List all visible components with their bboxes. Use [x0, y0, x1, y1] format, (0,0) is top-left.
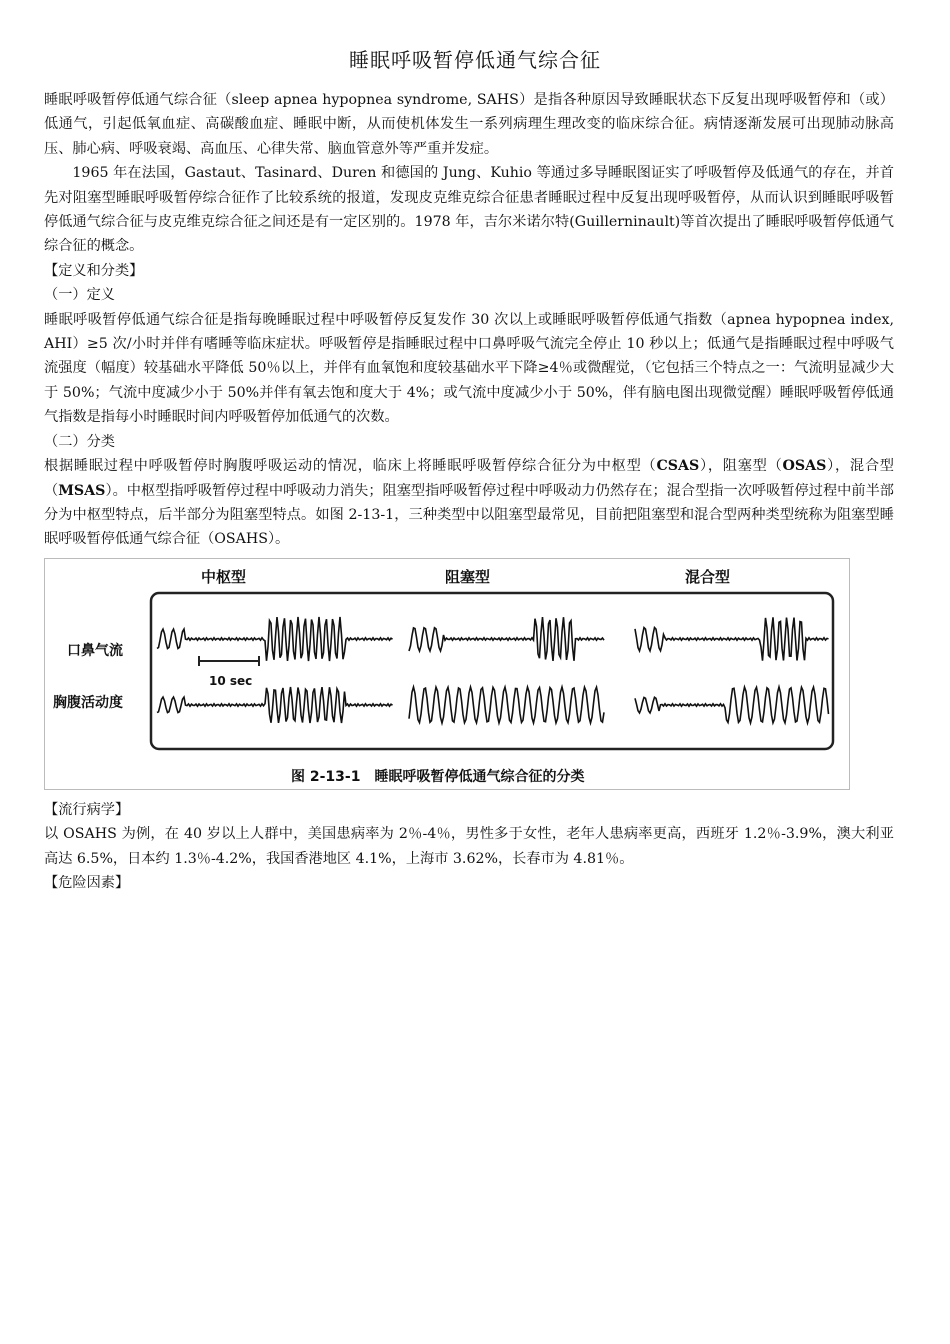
page-title: 睡眠呼吸暂停低通气综合征 — [349, 48, 601, 72]
waveform-graphic — [45, 559, 849, 789]
cls-text-3: ），混合型（ — [44, 458, 894, 499]
mixed-effort-wave — [635, 687, 829, 723]
figure-row-airflow: 口鼻气流 — [67, 642, 123, 659]
waveform-frame — [151, 593, 833, 749]
figure-header-central: 中枢型 — [201, 567, 247, 586]
mixed-airflow-wave — [635, 617, 829, 660]
scale-label: 10 sec — [209, 673, 253, 688]
subheading-definition: （一）定义 — [44, 287, 115, 304]
cls-text-2: ），阻塞型（ — [699, 458, 783, 475]
osas-abbr: OSAS — [782, 458, 827, 475]
obstructive-effort-wave — [409, 687, 604, 723]
csas-abbr: CSAS — [656, 458, 700, 475]
figure-header-obstructive: 阻塞型 — [445, 567, 491, 586]
definition-paragraph: 睡眠呼吸暂停低通气综合征是指每晚睡眠过程中呼吸暂停反复发作 30 次以上或睡眠呼吸暂停低通气指数（apnea hypopnea index, AHI）≥5 次/小时并伴有嗜睡等临床症状。呼吸暂停是指睡眠过程中口鼻呼吸气流完全停止 10 秒以上；低通气是指睡眠过程中呼吸气流强度（幅度）较基础水平降低 50％以上，并伴有血氧饱和度较基础水平下降≥4％或微醒觉，（它包括三个特点之一：气流明显减少大于 50%；气流中度减少小于 50%并伴有氧去饱和度大于 4%；或气流中度减少小于 50%，伴有脑电图出现微觉醒）睡眠呼吸暂停低通气指数是指每小时睡眠时间内呼吸暂停加低通气的次数。 — [44, 311, 894, 426]
figure-row-effort: 胸腹活动度 — [53, 694, 123, 711]
document-body — [44, 88, 894, 895]
section-heading-epidemiology: 【流行病学】 — [44, 801, 130, 818]
cls-text-1: 根据睡眠过程中呼吸暂停时胸腹呼吸运动的情况，临床上将睡眠呼吸暂停综合征分为中枢型（ — [44, 458, 657, 475]
figure-caption: 图 2-13-1 睡眠呼吸暂停低通气综合征的分类 — [291, 768, 585, 785]
apnea-types-figure — [44, 558, 850, 790]
central-airflow-wave — [157, 617, 393, 661]
classification-paragraph — [44, 454, 894, 552]
intro-paragraph: 睡眠呼吸暂停低通气综合征（sleep apnea hypopnea syndrome, SAHS）是指各种原因导致睡眠状态下反复出现呼吸暂停和（或）低通气，引起低氧血症、高碳酸血症、睡眠中断，从而使机体发生一系列病理生理改变的临床综合征。病情逐渐发展可出现肺动脉高压、肺心病、呼吸衰竭、高血压、心律失常、脑血管意外等严重并发症。 — [44, 92, 894, 157]
obstructive-airflow-wave — [409, 617, 604, 661]
history-paragraph: 1965 年在法国，Gastaut、Tasinard、Duren 和德国的 Jung、Kuhio 等通过多导睡眠图证实了呼吸暂停及低通气的存在，并首先对阻塞型睡眠呼吸暂停综合征作了比较系统的报道，发现皮克维克综合征患者睡眠过程中反复出现呼吸暂停，从而认识到睡眠呼吸暂停低通气综合征与皮克维克综合征之间还是有一定区别的。1978 年，吉尔米诺尔特(Guillerninault)等首次提出了睡眠呼吸暂停低通气综合征的概念。 — [44, 165, 894, 255]
central-effort-wave — [157, 687, 393, 723]
subheading-classification: （二）分类 — [44, 433, 115, 450]
section-heading-risk: 【危险因素】 — [44, 874, 130, 891]
epidemiology-paragraph: 以 OSAHS 为例，在 40 岁以上人群中，美国患病率为 2％-4％，男性多于女性，老年人患病率更高，西班牙 1.2％-3.9%，澳大利亚高达 6.5%，日本约 1.3％-4.2%，我国香港地区 4.1%，上海市 3.62%，长春市为 4.81％。 — [44, 826, 894, 867]
msas-abbr: MSAS — [58, 482, 106, 499]
section-heading-definition: 【定义和分类】 — [44, 262, 144, 279]
cls-text-4: ）。中枢型指呼吸暂停过程中呼吸动力消失；阻塞型指呼吸暂停过程中呼吸动力仍然存在；混合型指一次呼吸暂停过程中前半部分为中枢型特点，后半部分为阻塞型特点。如图 2-13-1，三种类型中以阻塞型最常见，目前把阻塞型和混合型两种类型统称为阻塞型睡眠呼吸暂停低通气综合征（OSAHS）。 — [44, 482, 894, 548]
figure-header-mixed: 混合型 — [685, 567, 731, 586]
